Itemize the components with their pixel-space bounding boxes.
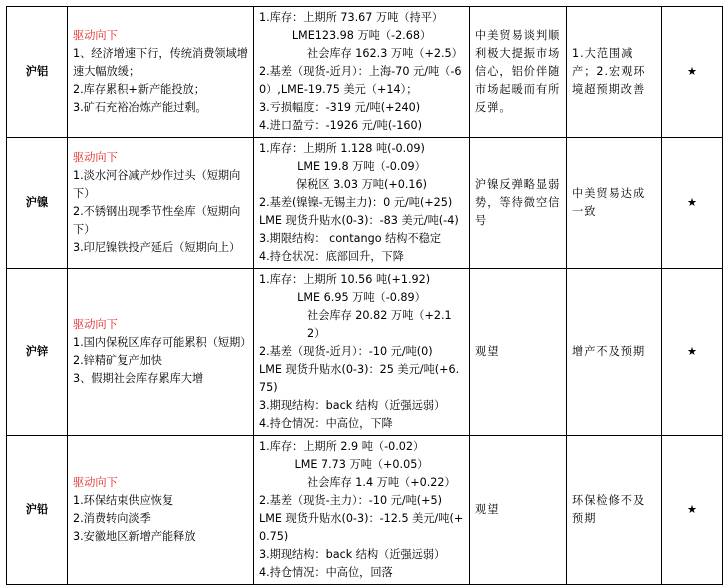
fundamental-item: 2.基差（现货-近月）：上海-70 元/吨（-60）,LME-19.75 美元（+14）； — [259, 65, 462, 96]
fundamental-item: 4.持仓情况：中高位，下降 — [259, 417, 393, 430]
driver-item: 2.库存累积+新产能投放； — [73, 83, 205, 96]
table-row — [7, 269, 723, 436]
news-cell: 观望 — [470, 436, 567, 585]
fundamental-item: 2.基差（现货-主力）：-10 元/吨(+5) — [259, 494, 442, 507]
fundamental-item: 社会库存 1.4 万吨（+0.22） — [307, 476, 456, 489]
news-cell: 观望 — [470, 269, 567, 436]
fundamental-item: 3.期现结构：back 结构（近强远弱） — [259, 399, 446, 412]
commodity-name: 沪铝 — [7, 7, 68, 138]
fundamentals-cell — [254, 7, 470, 138]
driver-item: 1.国内保税区库存可能累积（短期） — [73, 336, 252, 349]
fundamental-item: 社会库存 162.3 万吨（+2.5） — [307, 47, 463, 60]
fundamental-item: 1.库存：上期所 73.67 万吨（持平） — [259, 11, 444, 24]
fundamental-item: 4.持仓情况：中高位，回落 — [259, 566, 393, 579]
fundamental-item: 4.进口盈亏：-1926 元/吨(-160) — [259, 119, 422, 132]
star-rating: ★ — [662, 436, 723, 585]
fundamental-item: 2.基差（现货-近月）：-10 元/吨(0) — [259, 345, 433, 358]
table-row — [7, 436, 723, 585]
fundamental-item: 保税区 3.03 万吨(+0.16) — [296, 178, 427, 191]
fundamental-item: 3.期现结构：back 结构（近强远弱） — [259, 548, 446, 561]
fundamentals-cell — [254, 269, 470, 436]
driver-item: 2.不锈钢出现季节性垒库（短期向下） — [73, 205, 241, 236]
fundamental-item: 3.期限结构： contango 结构不稳定 — [259, 232, 442, 245]
driver-item: 1.淡水河谷减产炒作过头（短期向下） — [73, 169, 241, 200]
driver-heading: 驱动向下 — [73, 151, 118, 164]
driver-heading: 驱动向下 — [73, 476, 118, 489]
fundamental-item: LME 7.73 万吨（+0.05） — [294, 458, 429, 471]
fundamental-item: LME 现货升贴水(0-3)：-83 美元/吨(-4) — [259, 214, 459, 227]
star-rating: ★ — [662, 7, 723, 138]
driver-item: 3.安徽地区新增产能释放 — [73, 530, 196, 543]
fundamental-item: LME 6.95 万吨（-0.89） — [297, 291, 426, 304]
star-rating: ★ — [662, 138, 723, 269]
fundamental-item: 4.持仓状况：底部回升，下降 — [259, 250, 404, 263]
driver-heading: 驱动向下 — [73, 318, 118, 331]
table-row — [7, 138, 723, 269]
driver-item: 2.锌精矿复产加快 — [73, 354, 162, 367]
driver-cell — [68, 436, 254, 585]
view-cell: 增产不及预期 — [567, 269, 662, 436]
fundamental-item: LME123.98 万吨（-2.68） — [291, 29, 432, 42]
commodity-name: 沪铅 — [7, 436, 68, 585]
commodity-name: 沪镍 — [7, 138, 68, 269]
driver-item: 2.消费转向淡季 — [73, 512, 151, 525]
news-cell: 沪镍反弹略显弱势，等待微空信号 — [470, 138, 567, 269]
table-row — [7, 7, 723, 138]
fundamental-item: 社会库存 20.82 万吨（+2.12） — [307, 309, 452, 340]
driver-item: 3.矿石充裕冶炼产能过剩。 — [73, 101, 207, 114]
driver-cell — [68, 7, 254, 138]
driver-cell — [68, 138, 254, 269]
fundamental-item: LME 现货升贴水(0-3)：25 美元/吨(+6.75) — [259, 363, 460, 394]
fundamental-item: LME 19.8 万吨（-0.09） — [297, 160, 426, 173]
fundamentals-cell — [254, 436, 470, 585]
driver-item: 3、假期社会库存累库大增 — [73, 372, 204, 385]
fundamental-item: 3.亏损幅度：-319 元/吨(+240) — [259, 101, 421, 114]
driver-item: 1、经济增速下行，传统消费领域增速大幅放缓； — [73, 47, 248, 78]
news-cell: 中美贸易谈判顺利极大提振市场信心，铝价伴随市场起暖而有所反弹。 — [470, 7, 567, 138]
fundamental-item: 1.库存：上期所 2.9 吨（-0.02） — [259, 440, 425, 453]
fundamental-item: 2.基差(镍镍-无锡主力)：0 元/吨(+25) — [259, 196, 453, 209]
view-cell: 环保检修不及预期 — [567, 436, 662, 585]
driver-cell — [68, 269, 254, 436]
view-cell: 1.大范围减产；2.宏观环境超预期改善 — [567, 7, 662, 138]
commodity-analysis-table — [6, 6, 723, 585]
fundamental-item: 1.库存：上期所 1.128 吨(-0.09) — [259, 142, 425, 155]
driver-item: 1.环保结束供应恢复 — [73, 494, 174, 507]
driver-heading: 驱动向下 — [73, 29, 118, 42]
fundamental-item: 1.库存：上期所 10.56 吨(+1.92) — [259, 273, 431, 286]
fundamental-item: LME 现货升贴水(0-3)：-12.5 美元/吨(+0.75) — [259, 512, 464, 543]
commodity-name: 沪锌 — [7, 269, 68, 436]
fundamentals-cell — [254, 138, 470, 269]
star-rating: ★ — [662, 269, 723, 436]
driver-item: 3.印尼镍铁投产延后（短期向上） — [73, 241, 241, 254]
view-cell: 中美贸易达成一致 — [567, 138, 662, 269]
